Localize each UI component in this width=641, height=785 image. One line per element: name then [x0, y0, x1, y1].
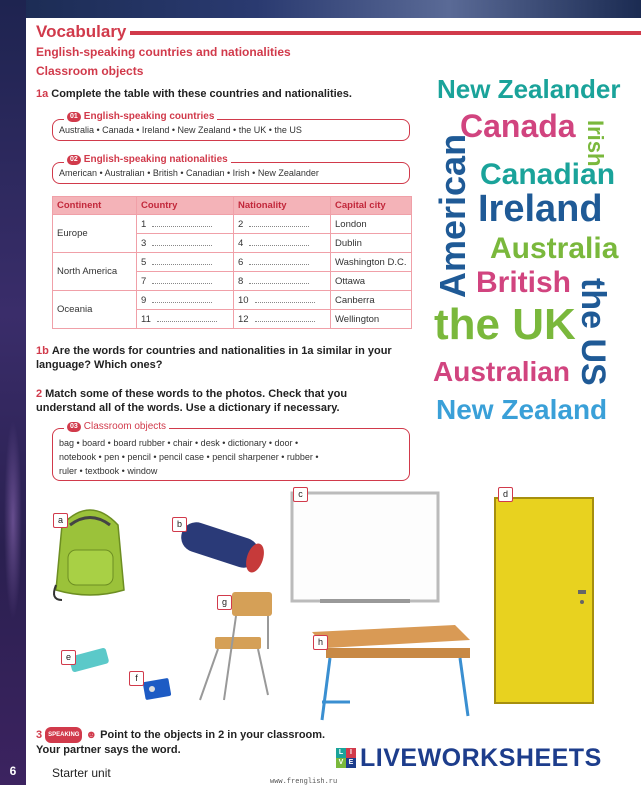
- header-country: Country: [137, 197, 234, 215]
- capital-cell: Dublin: [331, 234, 412, 253]
- cloud-word: Australia: [490, 232, 619, 265]
- chair-image[interactable]: [200, 592, 272, 700]
- exercise-text: Match some of these words to the photos. Check that you understand all of the words. Use a dictionary if necessary.: [36, 388, 348, 414]
- photo-label: e: [61, 650, 76, 665]
- item-number: 12: [238, 314, 249, 325]
- item-number: 8: [238, 276, 244, 287]
- header-continent: Continent: [53, 197, 137, 215]
- nationality-cell[interactable]: [234, 291, 331, 310]
- nationality-cell[interactable]: [234, 272, 331, 291]
- nationality-cell[interactable]: [234, 215, 331, 234]
- answer-blank[interactable]: [152, 294, 212, 303]
- item-number: 1: [141, 219, 147, 230]
- exercise-text: Your partner says the word.: [36, 744, 181, 756]
- logo-letter: V: [336, 758, 346, 768]
- item-number: 5: [141, 257, 147, 268]
- title-underline: [130, 31, 641, 35]
- classroom-label-text: Classroom objects: [83, 421, 167, 432]
- answer-blank[interactable]: [152, 237, 212, 246]
- exercise-1b: [36, 344, 396, 372]
- liveworksheets-logo-icon: [336, 748, 356, 768]
- item-number: 3: [141, 238, 147, 249]
- cloud-word: Irish: [583, 120, 608, 167]
- country-cell[interactable]: [137, 234, 234, 253]
- classroom-words-line: notebook • pen • pencil • pencil case • pencil sharpener • rubber •: [59, 452, 319, 462]
- photo-label: a: [53, 513, 68, 528]
- pencil-sharpener-image[interactable]: [143, 678, 172, 700]
- nationality-cell[interactable]: [234, 253, 331, 272]
- classroom-words-line: bag • board • board rubber • chair • desk • dictionary • door •: [59, 438, 299, 448]
- capital-cell: Wellington: [331, 310, 412, 329]
- answer-blank[interactable]: [255, 313, 315, 322]
- classroom-box-label: [64, 421, 169, 432]
- cloud-word: New Zealand: [436, 394, 608, 425]
- item-number: 2: [238, 219, 244, 230]
- exercise-number: 1b: [36, 345, 49, 357]
- cloud-word: Australian: [433, 356, 570, 387]
- whiteboard-image[interactable]: [292, 493, 438, 603]
- answer-blank[interactable]: [152, 275, 212, 284]
- exercise-number: 1a: [36, 88, 49, 100]
- source-url: www.frenglish.ru: [270, 778, 338, 785]
- country-cell[interactable]: [137, 291, 234, 310]
- capital-cell: Washington D.C.: [331, 253, 412, 272]
- answer-blank[interactable]: [152, 256, 212, 265]
- exercise-2: [36, 387, 396, 415]
- door-image[interactable]: [495, 498, 593, 703]
- logo-letter: I: [346, 748, 356, 758]
- capital-cell: London: [331, 215, 412, 234]
- table-row: [53, 291, 412, 310]
- subtitle-countries: English-speaking countries and nationalities: [36, 45, 291, 59]
- continent-cell: Oceania: [53, 291, 137, 329]
- header-nationality: Nationality: [234, 197, 331, 215]
- speaking-badge: SPEAKING: [45, 727, 82, 743]
- exercise-3: [36, 727, 336, 757]
- exercise-1a: [36, 87, 352, 101]
- item-number: 4: [238, 238, 244, 249]
- item-number: 10: [238, 295, 249, 306]
- photo-label: g: [217, 595, 232, 610]
- classroom-objects-box: [52, 428, 410, 481]
- countries-label-text: English-speaking countries: [83, 111, 215, 122]
- answer-blank[interactable]: [152, 218, 212, 227]
- cloud-word: the US: [574, 278, 612, 386]
- answer-blank[interactable]: [249, 256, 309, 265]
- item-number: 9: [141, 295, 147, 306]
- pair-icon: ☻: [85, 728, 98, 741]
- countries-list: Australia • Canada • Ireland • New Zealand • the UK • the US: [59, 125, 302, 135]
- header-capital: Capital city: [331, 197, 412, 215]
- countries-box: [52, 119, 410, 141]
- exercise-text: Point to the objects in 2 in your classroom.: [100, 728, 326, 741]
- capital-cell: Ottawa: [331, 272, 412, 291]
- cloud-word: the UK: [434, 300, 576, 349]
- answer-blank[interactable]: [249, 237, 309, 246]
- country-cell[interactable]: [137, 253, 234, 272]
- nationality-cell[interactable]: [234, 234, 331, 253]
- page-number: 6: [9, 764, 17, 778]
- exercise-text: Are the words for countries and nationalities in 1a similar in your language? Which ones?: [36, 345, 392, 371]
- nationalities-label-text: English-speaking nationalities: [83, 154, 228, 165]
- cloud-word: New Zealander: [437, 74, 621, 104]
- photo-label: c: [293, 487, 308, 502]
- audio-track-icon[interactable]: 02: [67, 155, 81, 165]
- capital-cell: Canberra: [331, 291, 412, 310]
- audio-track-icon[interactable]: 01: [67, 112, 81, 122]
- photo-label: b: [172, 517, 187, 532]
- item-number: 7: [141, 276, 147, 287]
- desk-image[interactable]: [312, 625, 470, 720]
- item-number: 11: [141, 314, 151, 325]
- answer-blank[interactable]: [157, 313, 217, 322]
- liveworksheets-brand[interactable]: LIVEWORKSHEETS: [360, 744, 602, 772]
- cloud-word: Ireland: [478, 188, 603, 230]
- table-row: [53, 253, 412, 272]
- country-cell[interactable]: [137, 310, 234, 329]
- countries-box-label: [64, 111, 217, 122]
- answer-blank[interactable]: [249, 275, 309, 284]
- exercise-number: 2: [36, 388, 43, 400]
- exercise-number: 3: [36, 728, 43, 741]
- answer-blank[interactable]: [249, 218, 309, 227]
- photo-label: d: [498, 487, 513, 502]
- exercise-text: Complete the table with these countries and nationalities.: [51, 88, 352, 100]
- nationalities-list: American • Australian • British • Canadian • Irish • New Zealander: [59, 168, 319, 178]
- table-header-row: [53, 197, 412, 215]
- top-banner: [0, 0, 641, 18]
- country-cell[interactable]: [137, 272, 234, 291]
- classroom-words-line: ruler • textbook • window: [59, 466, 158, 476]
- nationalities-box-label: [64, 154, 231, 165]
- subtitle-classroom: Classroom objects: [36, 64, 144, 78]
- cloud-word: British: [476, 266, 572, 299]
- cloud-word: American: [432, 133, 473, 298]
- continent-cell: North America: [53, 253, 137, 291]
- pencil-case-image[interactable]: [177, 518, 267, 574]
- cloud-word: Canadian: [480, 158, 616, 191]
- photo-label: f: [129, 671, 144, 686]
- country-cell[interactable]: [137, 215, 234, 234]
- vocabulary-table: [52, 196, 412, 329]
- page-title: Vocabulary: [36, 22, 127, 41]
- photo-label: h: [313, 635, 328, 650]
- logo-letter: L: [336, 748, 346, 758]
- table-row: [53, 215, 412, 234]
- unit-name: Starter unit: [52, 766, 111, 780]
- answer-blank[interactable]: [255, 294, 315, 303]
- continent-cell: Europe: [53, 215, 137, 253]
- nationality-cell[interactable]: [234, 310, 331, 329]
- logo-letter: E: [346, 758, 356, 768]
- nationalities-box: [52, 162, 410, 184]
- cloud-word: Canada: [460, 108, 576, 144]
- item-number: 6: [238, 257, 244, 268]
- audio-track-icon[interactable]: 03: [67, 422, 81, 432]
- classroom-photos: [0, 490, 641, 730]
